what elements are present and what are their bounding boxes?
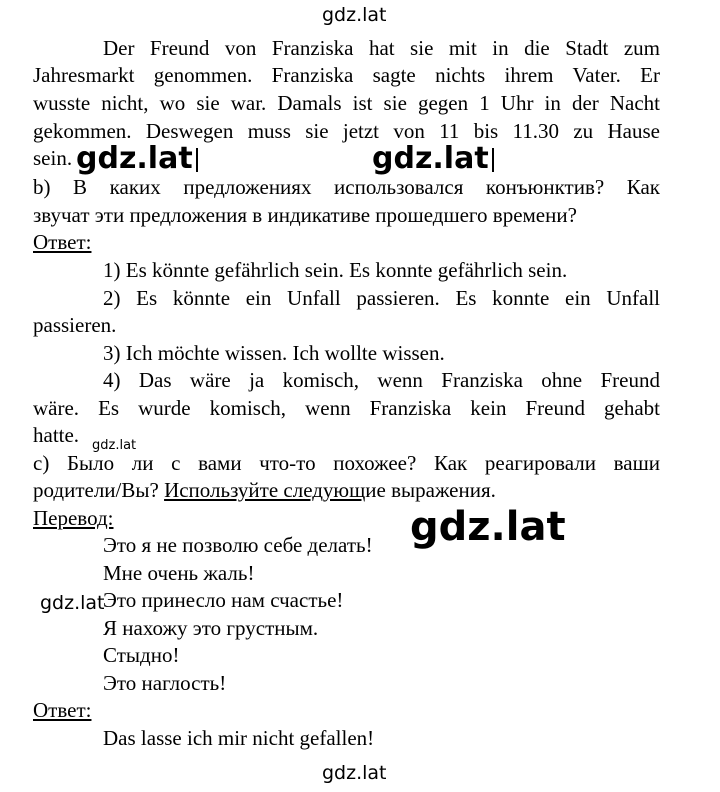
answer-b-4-end: hatte. xyxy=(33,423,80,447)
answer-b-1: 1) Es könnte gefährlich sein. Es konnte gefährlich sein. xyxy=(103,258,568,282)
answer-label: Ответ: xyxy=(33,230,92,254)
answer-b-4-cont: wäre. Es wurde komisch, wenn Franziska kein Freund gehabt xyxy=(33,396,660,420)
translation-1: Это я не позволю себе делать! xyxy=(103,533,373,557)
translation-5: Стыдно! xyxy=(103,643,180,667)
answer-b-2-cont: passieren. xyxy=(33,313,117,337)
paragraph-a-line-4: gekommen. Deswegen muss sie jetzt von 11 bis 11.30 zu Hause xyxy=(33,119,660,143)
answer-b-3: 3) Ich möchte wissen. Ich wollte wissen. xyxy=(103,341,445,365)
paragraph-a-line-1: Der Freund von Franziska hat sie mit in die Stadt zum xyxy=(103,36,660,60)
answer-b-2: 2) Es könnte ein Unfall passieren. Es konnte ein Unfall xyxy=(103,286,660,310)
paragraph-a-line-3: wusste nicht, wo sie war. Damals ist sie gegen 1 Uhr in der Nacht xyxy=(33,91,660,115)
question-c-line-2: родители/Вы? Используйте следующие выражения. xyxy=(33,478,496,502)
translation-4: Я нахожу это грустным. xyxy=(103,616,319,640)
watermark-mid-center: gdz.lat xyxy=(372,141,494,176)
question-b-line-1: b) В каких предложениях использовался конъюнктив? Как xyxy=(33,175,660,199)
question-b-line-2: звучат эти предложения в индикативе прошедшего времени? xyxy=(33,203,577,227)
answer-b-4: 4) Das wäre ja komisch, wenn Franziska ohne Freund xyxy=(103,368,660,392)
translation-label: Перевод: xyxy=(33,506,114,530)
question-c-line-1: c) Было ли с вами что-то похожее? Как реагировали ваши xyxy=(33,451,660,475)
watermark-top: gdz.lat xyxy=(322,4,387,26)
paragraph-a-line-5: sein. xyxy=(33,146,73,170)
cursor-mark xyxy=(196,148,198,172)
watermark-mid-left: gdz.lat xyxy=(76,141,198,176)
translation-3: Это принесло нам счастье! xyxy=(103,588,344,612)
translation-6: Это наглость! xyxy=(103,671,227,695)
question-c-underlined: Используйте следующ xyxy=(164,478,366,502)
watermark-small: gdz.lat xyxy=(92,438,137,453)
final-answer: Das lasse ich mir nicht gefallen! xyxy=(103,726,375,750)
cursor-mark xyxy=(492,148,494,172)
watermark-bottom: gdz.lat xyxy=(322,762,387,784)
watermark-left: gdz.lat xyxy=(40,592,105,614)
answer-label-2: Ответ: xyxy=(33,698,92,722)
watermark-large: gdz.lat xyxy=(410,504,566,550)
translation-2: Мне очень жаль! xyxy=(103,561,255,585)
paragraph-a-line-2: Jahresmarkt genommen. Franziska sagte nichts ihrem Vater. Er xyxy=(33,63,660,87)
